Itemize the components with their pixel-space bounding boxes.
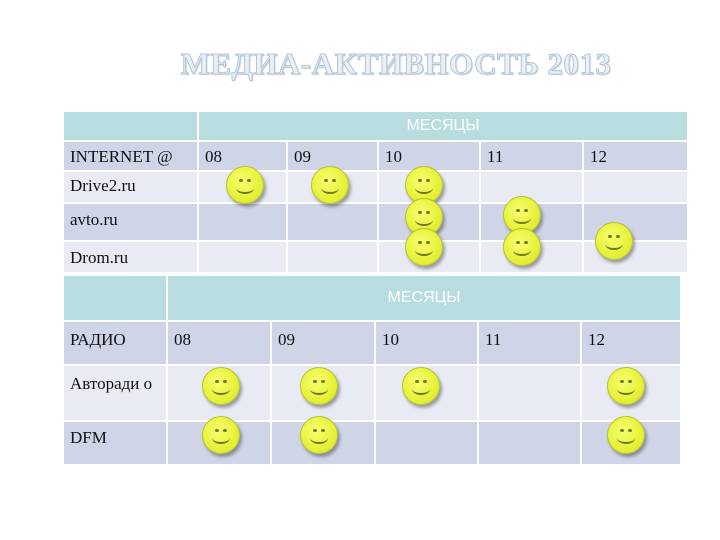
smiley-icon: [300, 367, 338, 405]
header-empty-cell: [63, 111, 198, 141]
internet-activity-table: [62, 110, 689, 274]
smiley-icon: [503, 228, 541, 266]
smiley-icon: [607, 416, 645, 454]
month-09-label: 09: [287, 141, 378, 171]
smiley-icon: [595, 222, 633, 260]
smiley-icon: [402, 367, 440, 405]
cell: [478, 421, 581, 465]
smiley-icon: [300, 416, 338, 454]
month-10-label: 10: [375, 321, 478, 365]
cell: [375, 421, 478, 465]
smiley-icon: [226, 166, 264, 204]
cell: [198, 203, 287, 241]
site-drive2: Drive2.ru: [63, 171, 198, 203]
radio-activity-table: [62, 274, 682, 466]
site-drom: Drom.ru: [63, 241, 198, 273]
month-12-label: 12: [583, 141, 688, 171]
radio-label: РАДИО: [63, 321, 167, 365]
station-dfm: DFM: [63, 421, 167, 465]
month-09-label: 09: [271, 321, 375, 365]
smiley-icon: [202, 416, 240, 454]
month-10-label: 10: [378, 141, 480, 171]
cell: [287, 241, 378, 273]
internet-label: INTERNET @ 08: [63, 141, 198, 171]
cell: [478, 365, 581, 421]
months-header: МЕСЯЦЫ: [167, 275, 681, 321]
months-header: МЕСЯЦЫ: [198, 111, 688, 141]
smiley-icon: [405, 228, 443, 266]
smiley-icon: [311, 166, 349, 204]
smiley-icon: [202, 367, 240, 405]
header-empty-cell: [63, 275, 167, 321]
cell: [287, 203, 378, 241]
site-avto: avto.ru: [63, 203, 198, 241]
page-title: МЕДИА-АКТИВНОСТЬ 2013: [180, 46, 612, 81]
cell: [583, 171, 688, 203]
month-08-label: 08: [167, 321, 271, 365]
month-11-label: 11: [480, 141, 583, 171]
month-08-label: 08: [205, 147, 222, 166]
station-avtoradio: Авторади о: [63, 365, 167, 421]
month-12-label: 12: [581, 321, 681, 365]
smiley-icon: [607, 367, 645, 405]
month-11-label: 11: [478, 321, 581, 365]
cell: [198, 241, 287, 273]
